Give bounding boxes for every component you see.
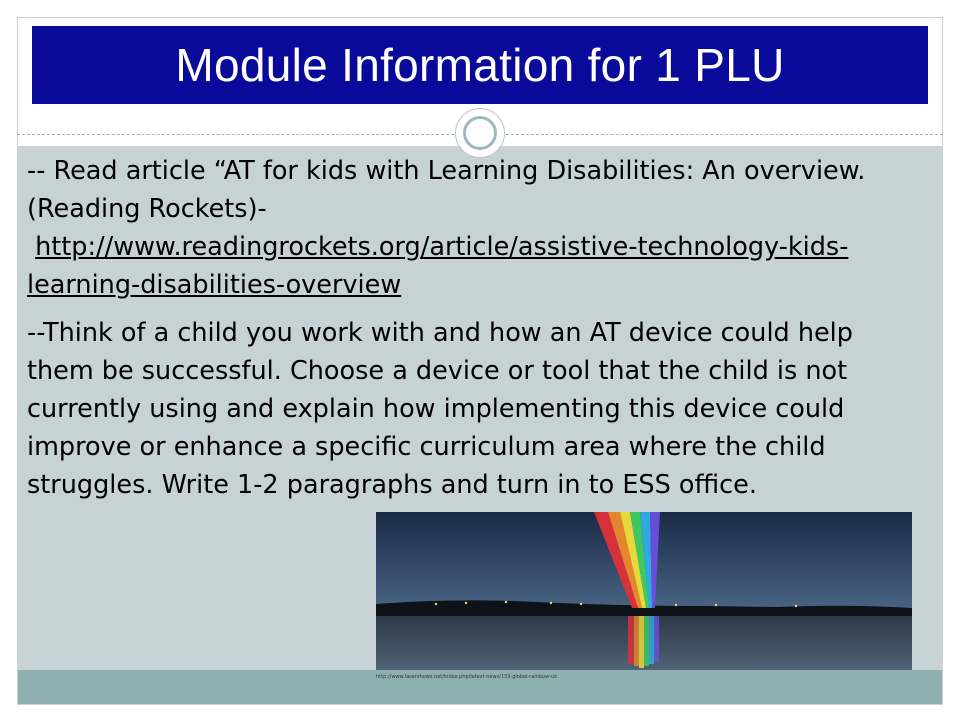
image-credit: http://www.lasershows.net/index.php/latest-news/133-global-rainbow-uk	[376, 674, 558, 680]
paragraph-assignment: --Think of a child you work with and how an AT device could help them be successful. Choose a device or tool that the child is not currently using and explain how implementing this device could improve or enhance a specific curriculum area where the child struggles. Write 1-2 paragraphs and turn in to ESS office.	[27, 318, 853, 500]
paragraph-article	[27, 152, 927, 304]
slide-title: Module Information for 1 PLU	[175, 39, 785, 91]
article-link[interactable]: http://www.readingrockets.org/article/assistive-technology-kids-learning-disabilities-overview	[27, 232, 849, 300]
rainbow-laser-photo	[376, 512, 912, 670]
circle-ring-icon	[455, 108, 505, 158]
body-text	[27, 152, 927, 504]
circle-ring-inner	[463, 116, 497, 150]
rainbow-laser-image	[376, 512, 912, 670]
paragraph-article-text: -- Read article “AT for kids with Learning Disabilities: An overview. (Reading Rockets)-	[27, 156, 866, 224]
title-bar	[32, 26, 928, 104]
